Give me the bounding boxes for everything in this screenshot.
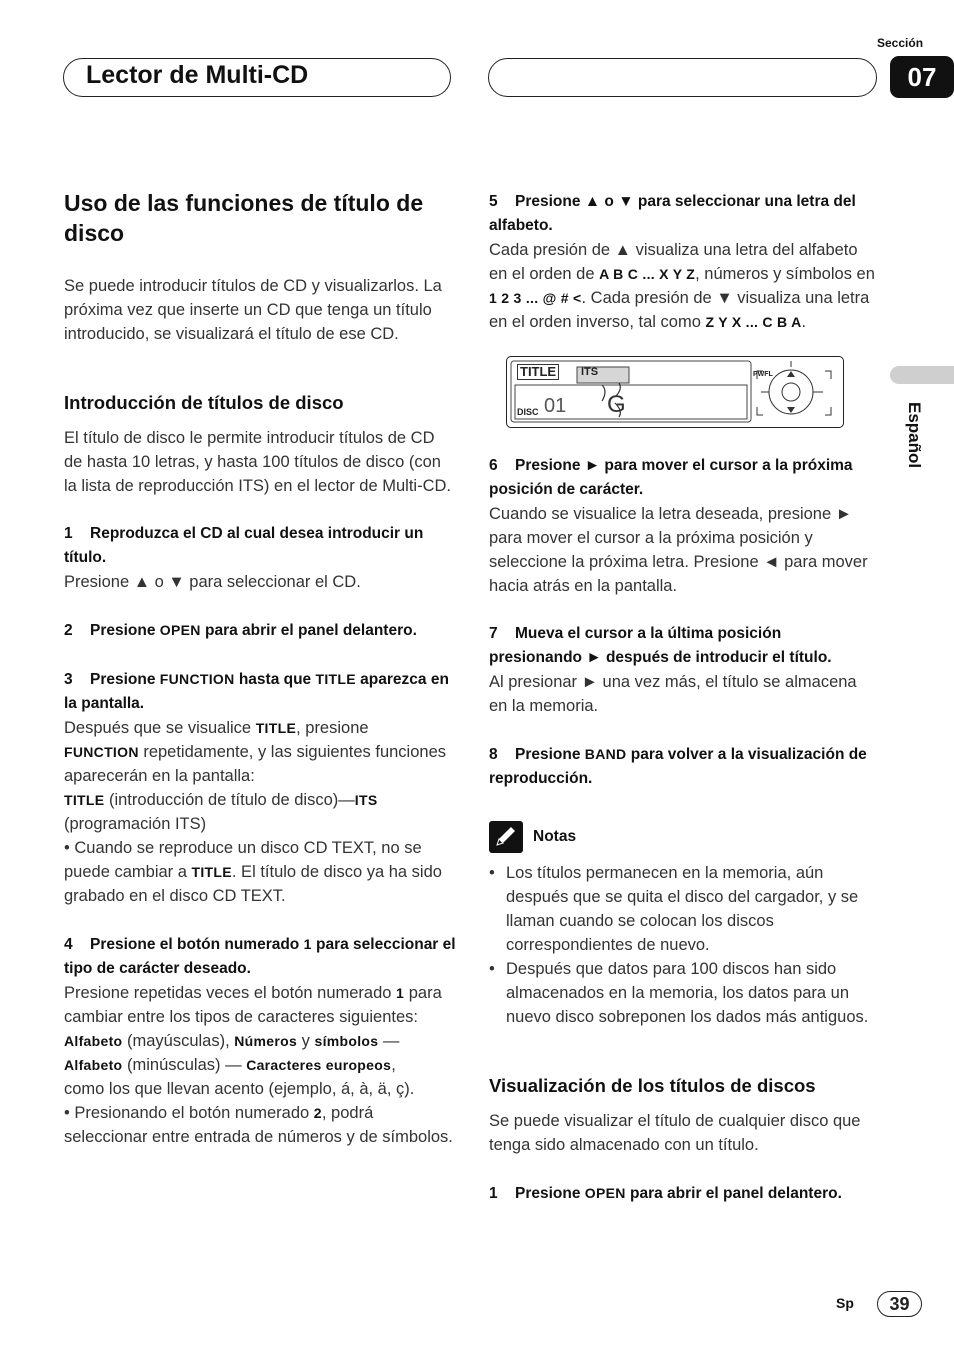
right-column (489, 190, 877, 1206)
lcd-display-illustration (506, 356, 844, 428)
lcd-disc-number: 01 (544, 395, 567, 417)
note-item: • Los títulos permanecen en la memoria, aún después que se quita el disco del cargador, y se llaman cuando se colocan los discos correspondientes de nuevo. (489, 861, 877, 957)
step-6-text: Cuando se visualice la letra deseada, presione ► para mover el cursor a la próxima posición y seleccione la próxima letra. Presione ◄ para mover hacia atrás en la pantalla. (489, 505, 868, 595)
section-heading: Uso de las funciones de título de disco (64, 190, 424, 246)
step-3-text: Después que se visualice TITLE, presione FUNCTION repetidamente, y las siguientes funciones aparecerán en la pantalla: TITLE (introducción de título de disco)—ITS (programación ITS) • Cuando se reproduce un disco CD TEXT, no se puede cambiar a TITLE. El título de disco ya ha sido grabado en el disco CD TEXT. (64, 719, 446, 905)
step-5-text: Cada presión de ▲ visualiza una letra del alfabeto en el orden de A B C ... X Y Z, números y símbolos en 1 2 3 ... @ # <. Cada presión de ▼ visualiza una letra en el orden inverso, tal como Z Y X ... C B A. (489, 241, 875, 331)
step-3: 3 Presione FUNCTION hasta que TITLE aparezca en la pantalla. (64, 671, 449, 712)
footer-lang-code: Sp (836, 1295, 854, 1311)
lcd-character: G (607, 391, 626, 418)
section-label: Sección (877, 36, 924, 50)
step-1-text: Presione ▲ o ▼ para seleccionar el CD. (64, 573, 361, 591)
page-title: Lector de Multi-CD (86, 61, 309, 89)
subheading-introduccion: Introducción de títulos de disco (64, 392, 344, 413)
introduccion-paragraph: El título de disco le permite introducir títulos de CD de hasta 10 letras, y hasta 100 títulos de disco (con la lista de reproducción ITS) en el lector de Multi-CD. (64, 429, 451, 495)
step-4-text: Presione repetidas veces el botón numerado 1 para cambiar entre los tipos de caracteres siguientes: Alfabeto (mayúsculas), Números y símbolos — Alfabeto (minúsculas) — Caracteres europeos, como los que llevan acento (ejemplo, á, à, ä, ç). • Presionando el botón numerado 2, podrá seleccionar entre entrada de números y de símbolos. (64, 984, 453, 1146)
notes-pencil-icon (489, 821, 523, 853)
step-8: 8 Presione BAND para volver a la visualización de reproducción. (489, 746, 867, 787)
notes-title: Notas (533, 828, 577, 845)
lcd-title-tag: TITLE (517, 364, 559, 380)
step-5: 5 Presione ▲ o ▼ para seleccionar una letra del alfabeto. (489, 193, 856, 234)
notes-header (489, 821, 877, 853)
language-label: Español (905, 402, 924, 469)
notes-list (489, 861, 877, 1029)
step-6: 6 Presione ► para mover el cursor a la próxima posición de carácter. (489, 457, 853, 498)
subheading-visualizacion: Visualización de los títulos de discos (489, 1075, 816, 1096)
lcd-pwfl-label: PWFL (753, 371, 773, 378)
step-1: 1 Reproduzca el CD al cual desea introducir un título. (64, 525, 424, 566)
section-number: 07 (890, 56, 954, 98)
step-4: 4 Presione el botón numerado 1 para seleccionar el tipo de carácter deseado. (64, 936, 456, 977)
step-7: 7 Mueva el cursor a la última posición presionando ► después de introducir el título. (489, 625, 832, 666)
header-blank-frame (488, 58, 877, 97)
lcd-its-tag: ITS (581, 366, 599, 378)
visualizacion-paragraph: Se puede visualizar el título de cualquier disco que tenga sido almacenado con un título. (489, 1112, 861, 1154)
page-number: 39 (877, 1291, 922, 1317)
language-tab (890, 366, 954, 384)
lcd-disc-label: DISC (517, 407, 539, 417)
step-7-text: Al presionar ► una vez más, el título se almacena en la memoria. (489, 673, 857, 715)
step-2: 2 Presione OPEN para abrir el panel delantero. (64, 622, 417, 639)
left-column (64, 188, 456, 1149)
intro-paragraph: Se puede introducir títulos de CD y visualizarlos. La próxima vez que inserte un CD que tenga un título introducido, se visualizará el título de ese CD. (64, 277, 442, 343)
note-item: • Después que datos para 100 discos han sido almacenados en la memoria, los datos para un nuevo disco sobreponen los dados más antiguos. (489, 957, 877, 1029)
step-1-visualizacion: 1 Presione OPEN para abrir el panel delantero. (489, 1185, 842, 1202)
